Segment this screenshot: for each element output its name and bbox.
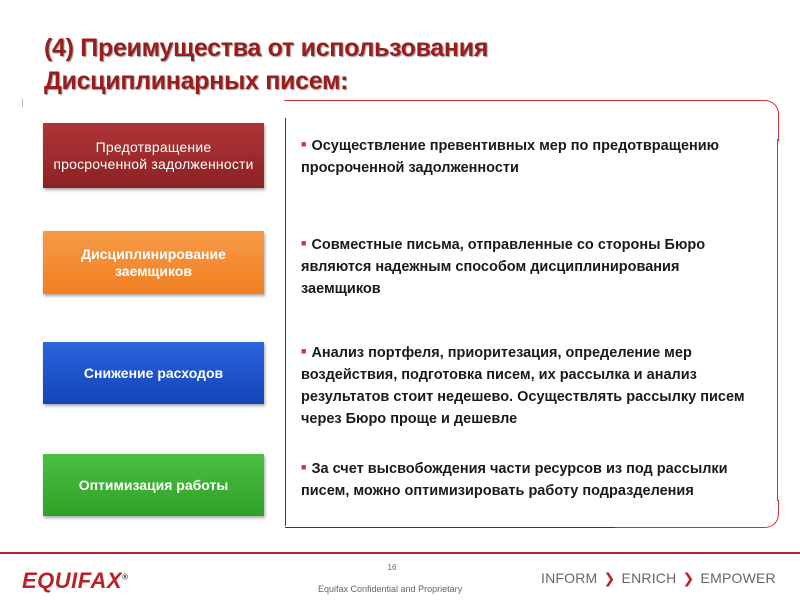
logo-text: EQUIFAX xyxy=(22,568,123,593)
square-bullet-icon: ■ xyxy=(301,462,307,472)
square-bullet-icon: ■ xyxy=(301,139,307,149)
description-text: Анализ портфеля, приоритезация, определение мер воздействия, подготовка писем, их рассылка и анализ результатов стоит недешево. Осуществлять рассылку писем через Бюро проще и дешевле xyxy=(301,345,745,427)
benefit-description-optimization xyxy=(301,456,763,502)
benefit-label: Предотвращение просроченной задолженности xyxy=(53,138,254,172)
square-bullet-icon: ■ xyxy=(301,346,307,356)
confidential-notice: Equifax Confidential and Proprietary xyxy=(318,584,463,594)
tagline xyxy=(541,570,776,587)
description-text: Осуществление превентивных мер по предотвращению просроченной задолженности xyxy=(301,138,720,176)
chevron-right-icon: ❯ xyxy=(603,570,616,586)
benefit-description-discipline xyxy=(301,232,763,300)
benefit-box-cost-reduction xyxy=(43,342,264,404)
registered-mark: ® xyxy=(122,572,129,582)
benefit-box-discipline xyxy=(43,231,264,294)
description-text: За счет высвобождения части ресурсов из под рассылки писем, можно оптимизировать работу подразделения xyxy=(301,461,728,499)
tagline-word: INFORM xyxy=(541,570,598,586)
page-number: 16 xyxy=(387,563,397,572)
column-divider xyxy=(285,118,286,526)
benefit-description-cost-reduction xyxy=(301,340,763,430)
frame-right-border xyxy=(777,139,778,501)
page-title-line-1: (4) Преимущества от использования xyxy=(44,34,489,62)
chevron-right-icon: ❯ xyxy=(682,570,695,586)
benefit-box-prevention xyxy=(43,123,264,188)
benefit-label: Дисциплинирование заемщиков xyxy=(81,245,226,279)
square-bullet-icon: ■ xyxy=(301,238,307,248)
benefit-label: Оптимизация работы xyxy=(78,476,229,493)
tagline-word: EMPOWER xyxy=(700,570,776,586)
frame-bottom-right-corner xyxy=(615,500,779,528)
page-title-line-2: Дисциплинарных писем: xyxy=(44,67,349,95)
benefit-box-optimization xyxy=(43,454,264,516)
benefit-description-prevention xyxy=(301,133,763,179)
tagline-word: ENRICH xyxy=(621,570,677,586)
description-text: Совместные письма, отправленные со стороны Бюро являются надежным способом дисциплинирования заемщиков xyxy=(301,237,706,297)
bottom-rule xyxy=(285,527,615,528)
left-margin-mark xyxy=(22,99,23,107)
page-title xyxy=(44,32,744,98)
equifax-logo xyxy=(22,568,128,594)
footer-rule xyxy=(0,552,800,554)
benefit-label: Снижение расходов xyxy=(83,364,224,381)
